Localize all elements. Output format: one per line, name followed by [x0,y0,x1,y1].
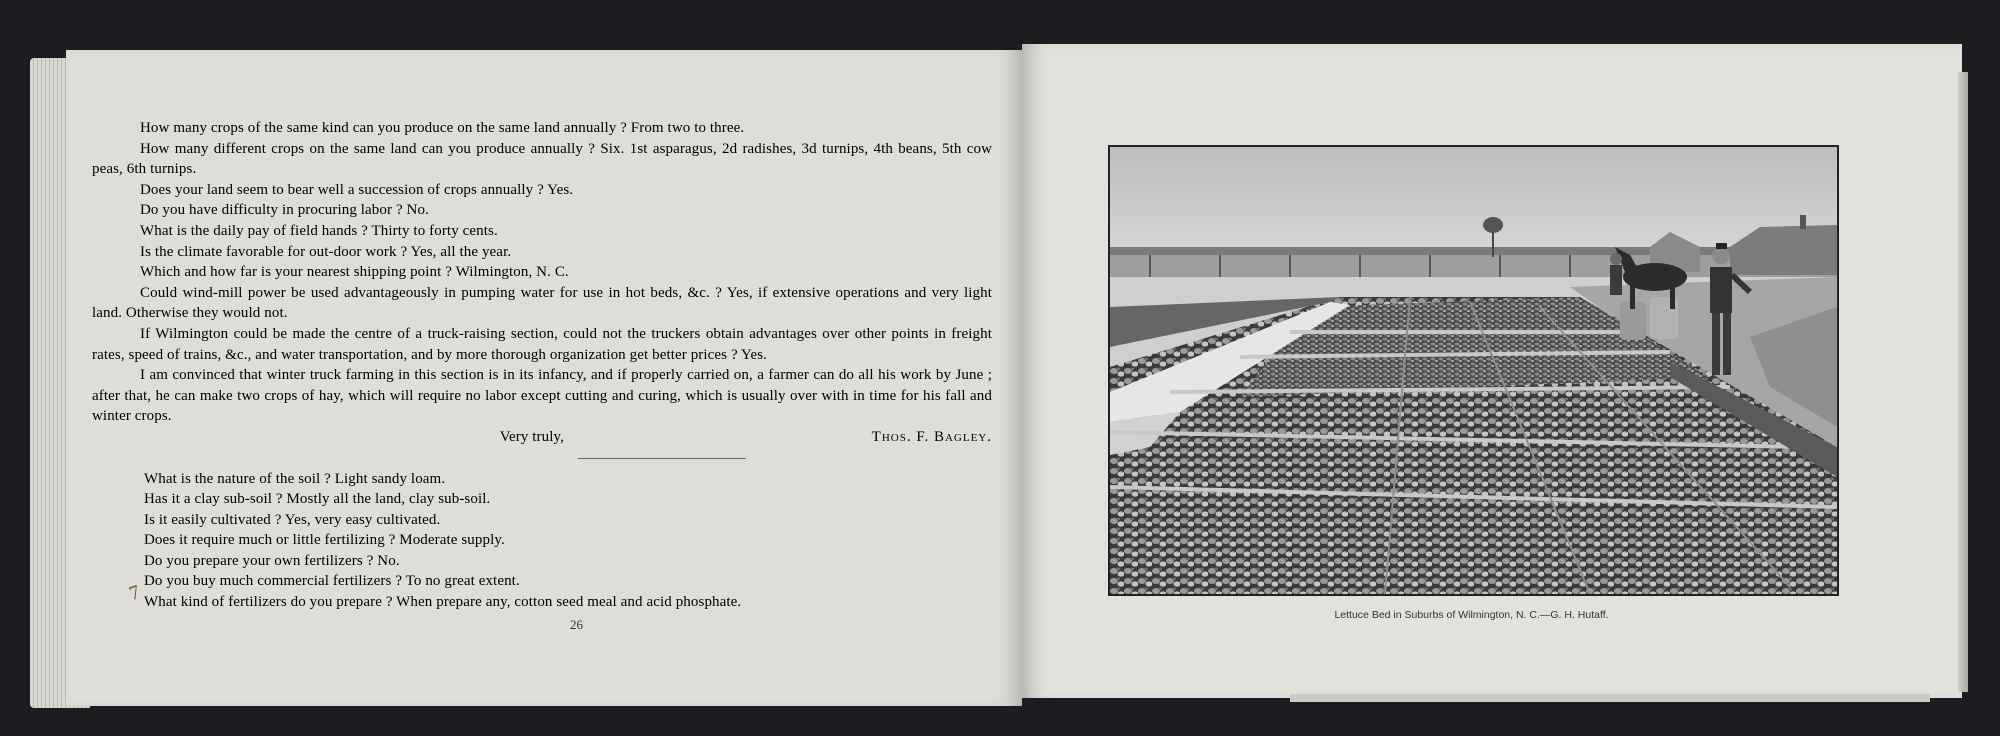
bottom-page-edge [1290,694,1930,702]
photograph-illustration [1110,147,1837,594]
qa-line: Is it easily cultivated ? Yes, very easy cultivated. [144,511,441,528]
signoff: Very truly, [499,428,564,445]
signature: Thos. F. Bagley. [871,428,992,445]
right-page-edge [1958,72,1968,692]
paragraph: Could wind-mill power be used advantageously in pumping water for use in hot beds, &c. ? Yes, if extensive operations and very light land. Otherwise they would not. [92,284,992,322]
paragraph: Does your land seem to bear well a succession of crops annually ? Yes. [140,181,574,198]
paragraph: Is the climate favorable for out-door work ? Yes, all the year. [140,243,512,260]
qa-line: Does it require much or little fertilizing ? Moderate supply. [144,532,505,549]
paragraph: What is the daily pay of field hands ? Thirty to forty cents. [140,222,498,239]
page-number: 26 [570,617,583,632]
paragraph: I am convinced that winter truck farming in this section is in its infancy, and if properly carried on, a farmer can do all his work by June ; after that, he can make two crops of hay, which will require no labor except cutting and curing, which is usually over with in time for his fall and winter crops. [92,367,992,425]
qa-line: Has it a clay sub-soil ? Mostly all the land, clay sub-soil. [144,491,491,508]
paragraph: How many crops of the same kind can you produce on the same land annually ? From two to three. [140,120,745,136]
photo-caption: Lettuce Bed in Suburbs of Wilmington, N. C.—G. H. Hutaff. [1334,609,1609,621]
qa-line: Do you buy much commercial fertilizers ? To no great extent. [144,573,520,590]
paragraph: Which and how far is your nearest shipping point ? Wilmington, N. C. [140,264,569,281]
letter-text [92,118,992,613]
paragraph: If Wilmington could be made the centre of a truck-raising section, could not the truckers obtain advantages over other points in freight rates, speed of trains, &c., and water transportation, and by more thorough organization get better prices ? Yes. [92,325,992,363]
qa-list [92,469,992,613]
qa-line: What is the nature of the soil ? Light sandy loam. [144,470,446,487]
paragraph: How many different crops on the same land can you produce annually ? Six. 1st asparagus, 2d radishes, 3d turnips, 4th beans, 5th cow peas, 6th turnips. [92,140,992,178]
signature-line [92,427,992,448]
qa-line: What kind of fertilizers do you prepare ? When prepare any, cotton seed meal and acid phosphate. [144,594,742,611]
section-divider [578,458,746,459]
margin-mark: 7 [126,580,144,606]
qa-line: Do you prepare your own fertilizers ? No. [144,552,400,569]
lettuce-bed-photograph [1108,145,1839,596]
paragraph: Do you have difficulty in procuring labor ? No. [140,202,429,219]
